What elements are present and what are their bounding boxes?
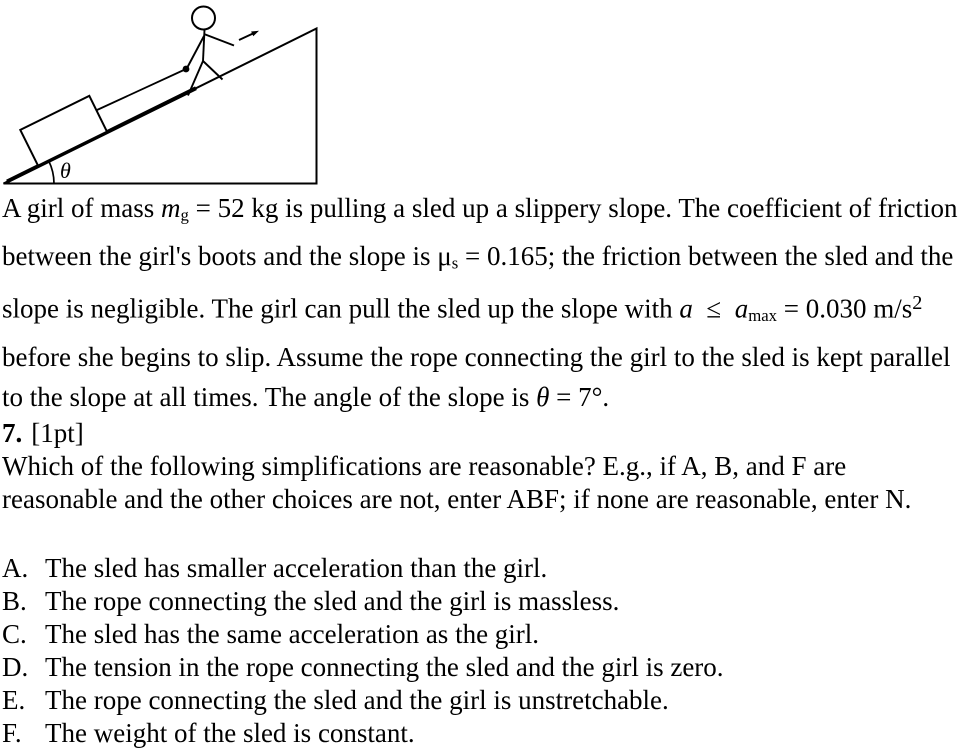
choice-letter: B. — [2, 585, 27, 616]
choice-row-c — [2, 618, 971, 651]
text-line — [2, 236, 971, 284]
text-segment: before she begins to slip. Assume the rope connecting the girl to the sled is kept parallel — [2, 341, 951, 372]
text-line — [2, 337, 971, 377]
girl-head — [192, 7, 215, 30]
choice-row-e — [2, 684, 971, 717]
choice-text: The rope connecting the sled and the girl is massless. — [45, 585, 620, 616]
choice-row-a — [2, 552, 971, 585]
text-segment: ≤ — [692, 293, 735, 324]
choice-text: The sled has smaller acceleration than the girl. — [45, 552, 548, 583]
choice-row-b — [2, 585, 971, 618]
text-segment: = 0.030 m/s — [777, 293, 913, 324]
motion-arrow-head — [251, 31, 259, 37]
text-segment: g — [180, 205, 189, 225]
text-segment: = 0.165; the friction between the sled and the — [458, 240, 954, 271]
text-segment: to the slope at all times. The angle of the slope is — [2, 381, 537, 412]
text-segment: slope is negligible. The girl can pull the sled up the slope with — [2, 293, 680, 324]
choice-letter: C. — [2, 618, 27, 649]
text-segment: max — [748, 306, 778, 326]
motion-arrow-shaft — [239, 34, 253, 41]
angle-label: θ — [60, 158, 71, 183]
choice-row-f — [2, 717, 971, 750]
choice-text: The tension in the rope connecting the sled and the girl is zero. — [45, 651, 724, 682]
choice-letter: D. — [2, 651, 29, 682]
text-segment: between the girl's boots and the slope is — [2, 240, 438, 271]
choice-text: The rope connecting the sled and the girl is unstretchable. — [45, 684, 669, 715]
question-number: 7. — [2, 417, 23, 448]
prompt-line: Which of the following simplifications are reasonable? E.g., if A, B, and F are — [2, 450, 847, 481]
girl-back-arm — [204, 34, 234, 46]
text-segment: s — [451, 253, 459, 273]
question-prompt — [0, 450, 971, 516]
choice-row-d — [2, 651, 971, 684]
text-segment: θ — [536, 381, 550, 412]
text-line — [2, 188, 971, 236]
question-header — [0, 417, 971, 450]
incline-diagram — [0, 0, 971, 188]
motion-arrow — [239, 31, 259, 40]
text-segment: μ — [437, 240, 452, 271]
question-points: [1pt] — [31, 417, 84, 448]
rope-line — [97, 69, 186, 110]
text-segment: a — [734, 293, 749, 324]
text-segment: a — [679, 293, 693, 324]
text-segment: = 52 kg is pulling a sled up a slippery slope. The coefficient of friction — [188, 193, 958, 223]
text-segment: 2 — [912, 292, 923, 315]
girl-back-leg — [203, 61, 223, 80]
choice-letter: A. — [2, 552, 29, 583]
prompt-line: reasonable and the other choices are not, enter ABF; if none are reasonable, enter N. — [2, 483, 912, 514]
problem-statement — [0, 188, 971, 417]
text-segment: = 7°. — [549, 381, 610, 412]
choices-list — [0, 552, 971, 750]
choice-text: The sled has the same acceleration as the girl. — [45, 618, 540, 649]
text-line — [2, 377, 971, 417]
text-segment: m — [161, 193, 181, 223]
choice-text: The weight of the sled is constant. — [45, 717, 415, 748]
text-line — [2, 283, 971, 336]
choice-letter: F. — [2, 717, 22, 748]
angle-arc — [49, 161, 54, 184]
choice-letter: E. — [2, 684, 26, 715]
text-segment: A girl of mass — [2, 193, 161, 223]
